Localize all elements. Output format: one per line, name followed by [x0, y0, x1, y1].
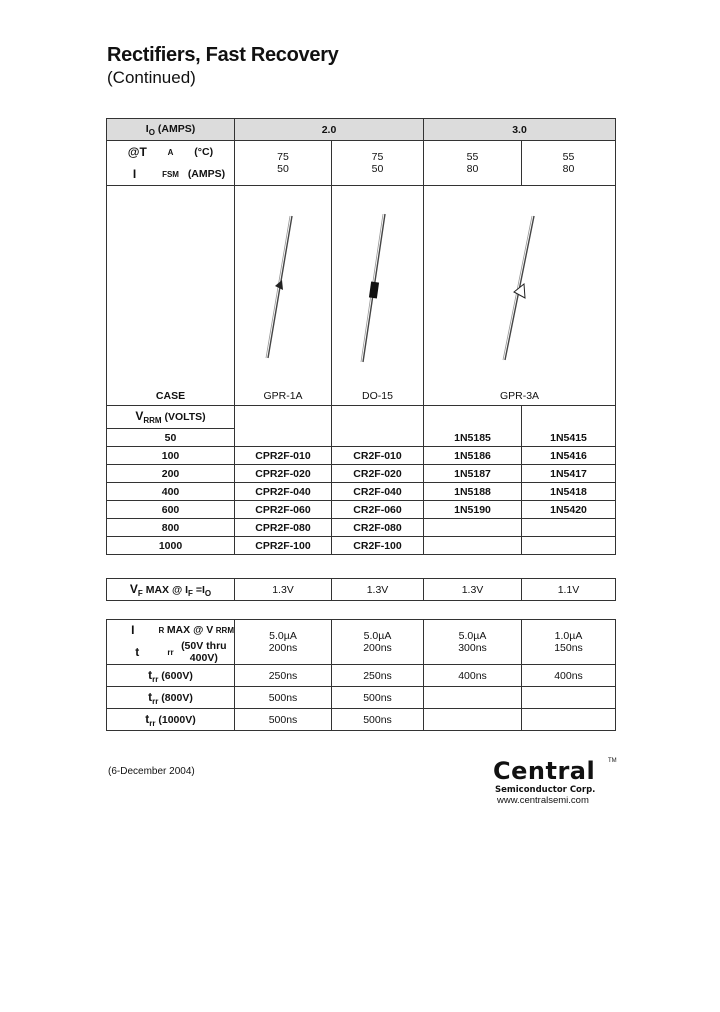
io-group-3a: 3.0 [424, 119, 616, 141]
part-number [522, 519, 616, 537]
vf-table [106, 578, 616, 601]
ir-trr1-row [107, 620, 616, 665]
ir-trr1-label [107, 620, 235, 665]
trr-value: 500ns [235, 687, 332, 709]
part-number: CPR2F-020 [235, 465, 332, 483]
io-label: $I_O$ (AMPS) [107, 119, 235, 141]
part-number: CR2F-010 [332, 447, 424, 465]
vrrm-row [107, 501, 616, 519]
part-number [424, 537, 522, 555]
vf-row [107, 579, 616, 601]
trr-value: 500ns [332, 709, 424, 731]
trr-value [522, 709, 616, 731]
diode-do15-image [332, 186, 424, 405]
vrrm-header-row [107, 406, 616, 429]
part-number: CR2F-020 [332, 465, 424, 483]
io-group-2a: 2.0 [235, 119, 424, 141]
vrrm-row [107, 537, 616, 555]
logo-trademark: TM [608, 758, 617, 764]
part-number: CPR2F-040 [235, 483, 332, 501]
vrrm-cell [332, 406, 424, 447]
central-logo: Central [493, 757, 596, 785]
trr-value: 400ns [424, 665, 522, 687]
part-number [522, 537, 616, 555]
ta-ifsm-cell: 55 80 [522, 141, 616, 186]
part-number: CR2F-100 [332, 537, 424, 555]
ta-ifsm-label [107, 141, 235, 186]
website-url: www.centralsemi.com [497, 795, 589, 806]
vrrm-row [107, 465, 616, 483]
io-row [107, 119, 616, 141]
trr-value: 400ns [522, 665, 616, 687]
part-number: CR2F-080 [332, 519, 424, 537]
trr-label: $t_{rr}$ (600V) [107, 665, 235, 687]
ta-ifsm-cell: 75 50 [332, 141, 424, 186]
trr-value: 250ns [235, 665, 332, 687]
ir-trr-cell: 5.0µA 300ns [424, 620, 522, 665]
part-number: 1N5187 [424, 465, 522, 483]
trr-label: $t_{rr}$ (800V) [107, 687, 235, 709]
vrrm-value: 400 [107, 483, 235, 501]
part-number: CPR2F-080 [235, 519, 332, 537]
vrrm-row [107, 519, 616, 537]
logo-subtitle: Semiconductor Corp. [495, 785, 596, 795]
ta-label: @T A (°C) [127, 145, 214, 159]
part-number: CR2F-040 [332, 483, 424, 501]
case-gpr1a-cell: GPR-1A [235, 186, 332, 406]
trr-value: 250ns [332, 665, 424, 687]
part-number: 1N5190 [424, 501, 522, 519]
vrrm-cell: 1N5415 [522, 406, 616, 447]
vf-label: $V_F$ MAX @ $I_F =I_O$ [107, 579, 235, 601]
page-title: Rectifiers, Fast Recovery [107, 44, 339, 66]
spec-table [106, 118, 616, 555]
trr-row [107, 665, 616, 687]
vrrm-value: 100 [107, 447, 235, 465]
trr-label: t rr (50V thru 400V) [135, 640, 227, 664]
case-label-cell: CASE [107, 186, 235, 406]
vrrm-value: 200 [107, 465, 235, 483]
ir-label: I R MAX @ V RRM [131, 623, 234, 637]
diode-gpr1a-image [235, 186, 332, 405]
diode-gpr3a-image [424, 186, 616, 405]
part-number: 1N5418 [522, 483, 616, 501]
ifsm-label: I FSM (AMPS) [132, 167, 226, 181]
vf-value: 1.3V [235, 579, 332, 601]
vrrm-row [107, 447, 616, 465]
trr-value [522, 687, 616, 709]
ir-trr-cell: 5.0µA 200ns [235, 620, 332, 665]
part-number: 1N5188 [424, 483, 522, 501]
vrrm-cell: 1N5185 [424, 406, 522, 447]
case-gpr3a-cell: GPR-3A [424, 186, 616, 406]
vrrm-value: 50 [107, 429, 235, 447]
ir-trr-cell: 1.0µA 150ns [522, 620, 616, 665]
trr-row [107, 709, 616, 731]
part-number: CR2F-060 [332, 501, 424, 519]
ir-trr-cell: 5.0µA 200ns [332, 620, 424, 665]
vf-value: 1.3V [332, 579, 424, 601]
trr-value: 500ns [235, 709, 332, 731]
vrrm-value: 1000 [107, 537, 235, 555]
ta-ifsm-row [107, 141, 616, 186]
trr-row [107, 687, 616, 709]
vrrm-value: 800 [107, 519, 235, 537]
part-number: CPR2F-010 [235, 447, 332, 465]
part-number: CPR2F-060 [235, 501, 332, 519]
ir-trr-table [106, 619, 616, 731]
ta-ifsm-cell: 55 80 [424, 141, 522, 186]
trr-label: $t_{rr}$ (1000V) [107, 709, 235, 731]
case-do15-cell: DO-15 [332, 186, 424, 406]
trr-value: 500ns [332, 687, 424, 709]
part-number: 1N5416 [522, 447, 616, 465]
part-number: 1N5186 [424, 447, 522, 465]
part-number: 1N5420 [522, 501, 616, 519]
ta-ifsm-cell: 75 50 [235, 141, 332, 186]
vrrm-cell [235, 406, 332, 447]
part-number: 1N5417 [522, 465, 616, 483]
vrrm-label: $V_{RRM}$ (VOLTS) [107, 406, 235, 429]
vrrm-value: 600 [107, 501, 235, 519]
trr-value [424, 687, 522, 709]
part-number [424, 519, 522, 537]
vf-value: 1.3V [424, 579, 522, 601]
vrrm-row [107, 483, 616, 501]
case-row [107, 186, 616, 406]
document-date: (6-December 2004) [108, 766, 195, 777]
part-number: CPR2F-100 [235, 537, 332, 555]
trr-value [424, 709, 522, 731]
page-subtitle: (Continued) [107, 68, 196, 87]
vf-value: 1.1V [522, 579, 616, 601]
